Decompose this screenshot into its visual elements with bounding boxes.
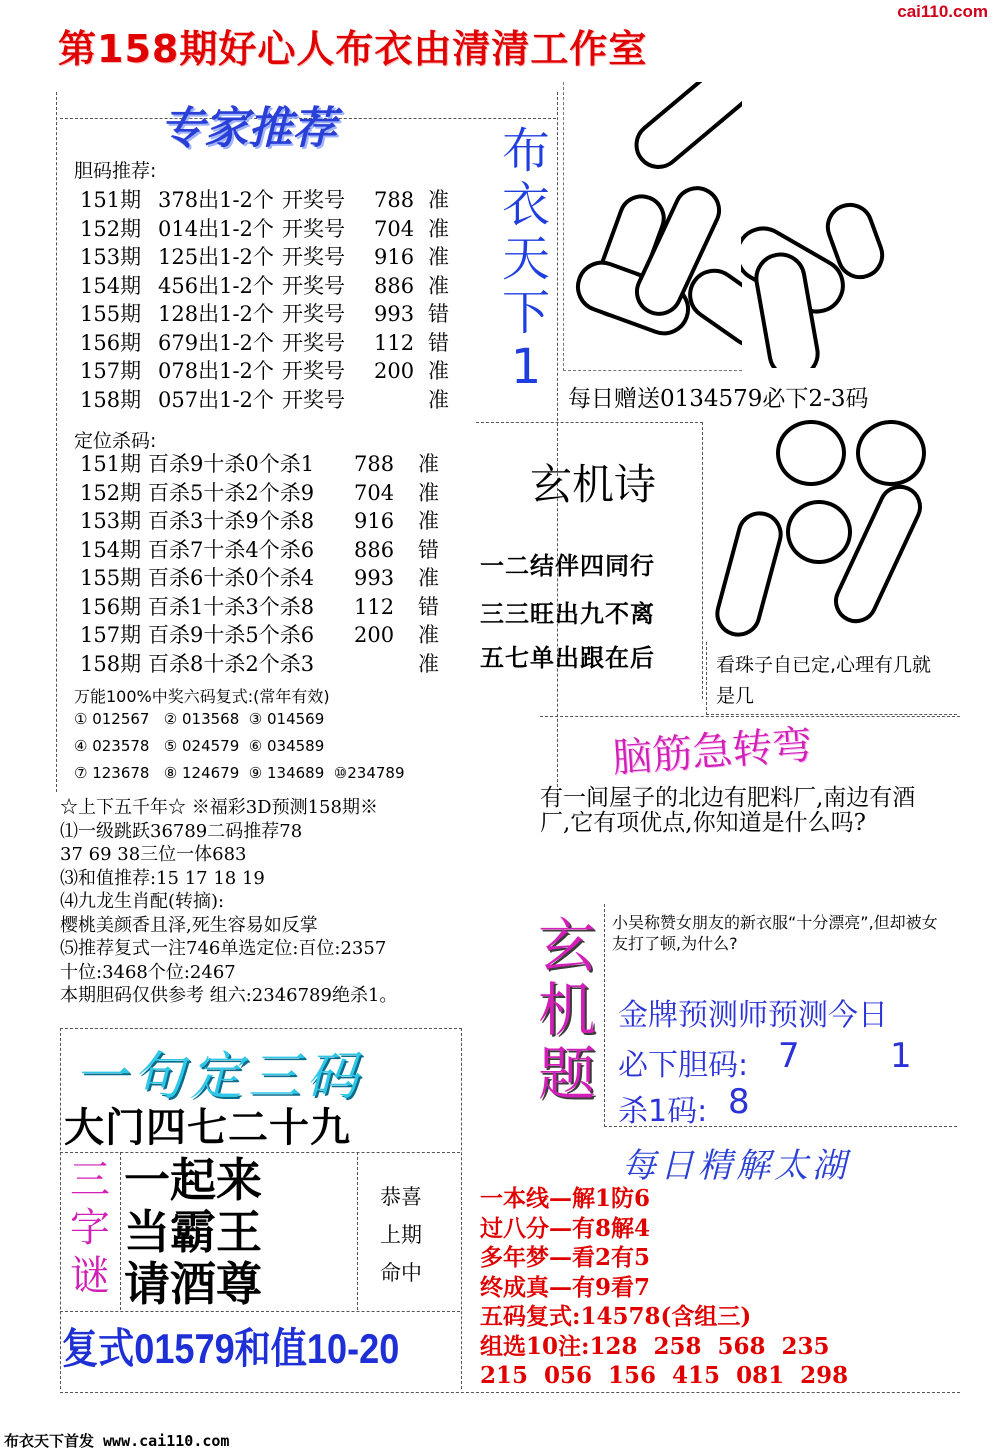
kill-row-result: 错 bbox=[418, 594, 439, 619]
dan-row-draw_label: 开奖号 bbox=[282, 359, 345, 383]
dan-row-result: 准 bbox=[428, 188, 449, 212]
forecast-line: ⑴一级跳跃36789二码推荐78 bbox=[60, 820, 303, 842]
kill-row-result: 准 bbox=[418, 480, 439, 505]
poem-line: 五七单出跟在后 bbox=[480, 644, 655, 672]
three-char-char: 字 bbox=[70, 1205, 110, 1251]
taihu-line: 终成真—有9看7 bbox=[480, 1273, 651, 1301]
forecast-block bbox=[60, 796, 560, 1008]
kill-row-issue: 157期 bbox=[80, 623, 142, 647]
dan-row-pick: 679出1-2个 bbox=[158, 330, 274, 355]
dan-row-draw_label: 开奖号 bbox=[282, 273, 345, 298]
six-code-line: ⑦ 123678 ⑧ 124679 ⑨ 134689 ⑩234789 bbox=[74, 764, 405, 782]
kill-row-issue: 156期 bbox=[80, 594, 142, 619]
six-code-line: ① 012567 ② 013568 ③ 014569 bbox=[74, 710, 325, 728]
kill-row-draw: 112 bbox=[354, 594, 395, 619]
dan-row-draw: 704 bbox=[374, 216, 415, 241]
kill-row-draw: 993 bbox=[354, 566, 395, 590]
dan-row-result: 错 bbox=[428, 302, 449, 326]
dan-row-result: 准 bbox=[428, 273, 449, 298]
digit-image-panel bbox=[563, 82, 742, 371]
one-sentence-heading: 一句定三码 bbox=[74, 1047, 365, 1107]
three-char-line: 当霸王 bbox=[124, 1205, 262, 1259]
forecast-line: 樱桃美颜香且泽,死生容易如反掌 bbox=[60, 914, 318, 936]
kill-row-issue: 151期 bbox=[80, 452, 142, 476]
kill-row-pick: 百杀9十杀5个杀6 bbox=[148, 623, 315, 647]
dan-row-draw_label: 开奖号 bbox=[282, 216, 345, 241]
forecast-line: ⑷九龙生肖配(转摘): bbox=[60, 891, 225, 912]
dan-row-draw: 886 bbox=[374, 273, 415, 298]
three-char-line: 一起来 bbox=[124, 1153, 262, 1207]
dan-label: 胆码推荐: bbox=[74, 160, 157, 182]
dan-row-issue: 153期 bbox=[80, 245, 142, 269]
kill-row-pick: 百杀3十杀9个杀8 bbox=[148, 509, 315, 533]
beads-note: 看珠子自已定,心理有几就是几 bbox=[716, 654, 932, 707]
kill-row-issue: 158期 bbox=[80, 651, 142, 676]
kill-row-result: 准 bbox=[418, 651, 439, 676]
taihu-heading: 每日精解太湖 bbox=[622, 1146, 850, 1186]
buyi-char: 布 bbox=[501, 123, 550, 179]
congrats-line: 命中 bbox=[380, 1261, 422, 1285]
dan-row-issue: 151期 bbox=[80, 188, 142, 212]
taihu-line: 多年梦—看2有5 bbox=[480, 1244, 651, 1271]
six-code-line: ④ 023578 ⑤ 024579 ⑥ 034589 bbox=[74, 737, 325, 755]
dan-row-result: 准 bbox=[428, 216, 449, 241]
forecast-line: 本期胆码仅供参考 组六:2346789绝杀1。 bbox=[60, 985, 398, 1006]
dan-row-result: 准 bbox=[428, 359, 449, 383]
xuanji-char: 机 bbox=[537, 976, 596, 1044]
xuanji-char: 题 bbox=[537, 1040, 596, 1108]
footer[interactable]: 布衣天下首发 www.cai110.com bbox=[4, 1432, 230, 1450]
kill-row-pick: 百杀5十杀2个杀9 bbox=[148, 480, 315, 505]
buyi-vertical bbox=[494, 124, 558, 394]
kill-row-pick: 百杀9十杀0个杀1 bbox=[148, 452, 315, 476]
kill-row-result: 准 bbox=[418, 566, 439, 590]
dan-row-draw_label: 开奖号 bbox=[282, 188, 345, 212]
forecast-line: ☆上下五千年☆ ※福彩3D预测158期※ bbox=[60, 797, 378, 818]
buyi-char: 衣 bbox=[501, 177, 550, 233]
dan-row-issue: 156期 bbox=[80, 330, 142, 355]
congrats-line: 上期 bbox=[380, 1223, 422, 1247]
forecast-line: ⑸推荐复式一注746单选定位:百位:2357 bbox=[60, 938, 387, 959]
must-b: 1 bbox=[890, 1036, 912, 1076]
site-url[interactable]: cai110.com bbox=[897, 2, 988, 21]
bottom-divider bbox=[60, 1392, 960, 1393]
congrats bbox=[380, 1178, 422, 1292]
combo: 复式01579和值10-20 bbox=[62, 1325, 400, 1372]
beads-image bbox=[706, 420, 954, 642]
kill-row-pick: 百杀6十杀0个杀4 bbox=[148, 566, 315, 590]
kill-row-issue: 152期 bbox=[80, 480, 142, 505]
kill-row-pick: 百杀8十杀2个杀3 bbox=[148, 651, 315, 676]
kill-row-result: 准 bbox=[418, 623, 439, 647]
page-title: 第158期好心人布衣由清清工作室 bbox=[58, 27, 648, 71]
dan-row-pick: 014出1-2个 bbox=[158, 216, 274, 241]
poem-line: 一二结伴四同行 bbox=[480, 552, 655, 580]
kill-row-result: 准 bbox=[418, 452, 439, 476]
taihu-list bbox=[480, 1184, 950, 1391]
dan-row-draw: 993 bbox=[374, 302, 415, 326]
congrats-line: 恭喜 bbox=[380, 1185, 422, 1209]
poem-line: 三三旺出九不离 bbox=[480, 600, 655, 628]
kill-label: 定位杀码: bbox=[74, 430, 157, 452]
gold-predictor: 金牌预测师预测今日 bbox=[618, 998, 888, 1033]
kill-row-result: 准 bbox=[418, 509, 439, 533]
expert-heading: 专家推荐 bbox=[160, 103, 336, 154]
dan-row-issue: 154期 bbox=[80, 273, 142, 298]
kill-row-draw: 704 bbox=[354, 480, 395, 505]
dan-row-issue: 152期 bbox=[80, 216, 142, 241]
kill-row-issue: 155期 bbox=[80, 566, 142, 590]
dan-row-draw: 112 bbox=[374, 330, 415, 355]
dan-row-result: 错 bbox=[428, 330, 449, 355]
three-char-line: 请酒尊 bbox=[124, 1257, 262, 1311]
dan-row-pick: 456出1-2个 bbox=[158, 273, 274, 298]
forecast-line: ⑶和值推荐:15 17 18 19 bbox=[60, 867, 265, 889]
kill-row-issue: 153期 bbox=[80, 509, 142, 533]
kill-row-pick: 百杀7十杀4个杀6 bbox=[148, 537, 315, 562]
poem-heading: 玄机诗 bbox=[530, 460, 657, 509]
coin-shape bbox=[786, 500, 852, 564]
forecast-line: 37 69 38三位一体683 bbox=[60, 844, 247, 865]
six-code-label: 万能100%中奖六码复式:(常年有效) bbox=[74, 687, 330, 706]
dan-row-draw_label: 开奖号 bbox=[282, 245, 345, 269]
three-char-vertical bbox=[62, 1156, 118, 1300]
bar-shape bbox=[710, 506, 788, 642]
kill-row-draw: 886 bbox=[354, 537, 395, 562]
riddle-heading: 脑筋急转弯 bbox=[610, 722, 814, 782]
taihu-line: 过八分—有8解4 bbox=[480, 1214, 651, 1242]
kill-one-label: 杀1码: bbox=[618, 1094, 708, 1129]
dan-row-issue: 158期 bbox=[80, 387, 142, 412]
dan-row-pick: 057出1-2个 bbox=[158, 387, 274, 412]
coin-shape bbox=[856, 420, 926, 486]
kill-row-issue: 154期 bbox=[80, 537, 142, 562]
one-sentence-phrase: 大门四七二十九 bbox=[64, 1105, 351, 1151]
dan-row-result: 准 bbox=[428, 245, 449, 269]
taihu-line: 215 056 156 415 081 298 bbox=[480, 1362, 849, 1389]
buyi-char: 天 bbox=[501, 231, 550, 287]
taihu-line: 一本线—解1防6 bbox=[480, 1185, 651, 1212]
dan-row-pick: 078出1-2个 bbox=[158, 359, 274, 383]
buyi-char: 1 bbox=[510, 339, 542, 395]
dan-row-draw_label: 开奖号 bbox=[282, 302, 345, 326]
dan-row-draw: 200 bbox=[374, 359, 415, 383]
dan-row-issue: 155期 bbox=[80, 302, 142, 326]
must-a: 7 bbox=[778, 1036, 800, 1076]
taihu-line: 五码复式:14578(含组三) bbox=[480, 1303, 752, 1330]
dan-row-draw_label: 开奖号 bbox=[282, 330, 345, 355]
xuanji-vertical bbox=[532, 914, 602, 1106]
dan-row-draw_label: 开奖号 bbox=[282, 387, 345, 412]
kill-row-draw: 916 bbox=[354, 509, 395, 533]
three-char-lines bbox=[124, 1154, 356, 1310]
kill-row-pick: 百杀1十杀3个杀8 bbox=[148, 594, 315, 619]
dan-row-draw: 916 bbox=[374, 245, 415, 269]
bar-shape-right bbox=[741, 82, 941, 368]
xuanji-char: 玄 bbox=[537, 912, 596, 980]
dan-row-pick: 125出1-2个 bbox=[158, 245, 274, 269]
dan-row-pick: 128出1-2个 bbox=[158, 302, 274, 326]
xuanji-question: 小吴称赞女朋友的新衣服“十分漂亮”,但却被女友打了顿,为什么? bbox=[612, 913, 938, 953]
dan-row-draw: 788 bbox=[374, 188, 415, 212]
kill-row-draw: 788 bbox=[354, 452, 395, 476]
kill-row-result: 错 bbox=[418, 537, 439, 562]
dan-row-pick: 378出1-2个 bbox=[158, 188, 274, 212]
dan-row-issue: 157期 bbox=[80, 359, 142, 383]
coin-shape bbox=[776, 420, 846, 486]
taihu-line: 组选10注:128 258 568 235 bbox=[480, 1332, 830, 1360]
bar-shape bbox=[625, 82, 742, 179]
kill-one-value: 8 bbox=[728, 1082, 750, 1122]
buyi-char: 下 bbox=[501, 285, 550, 341]
dan-row-result: 准 bbox=[428, 387, 449, 412]
riddle-text: 有一间屋子的北边有肥料厂,南边有酒厂,它有项优点,你知道是什么吗? bbox=[540, 785, 916, 836]
forecast-line: 十位:3468个位:2467 bbox=[60, 961, 236, 983]
three-char-char: 谜 bbox=[70, 1253, 110, 1299]
daily-gift: 每日赠送0134579必下2-3码 bbox=[568, 386, 869, 412]
three-char-char: 三 bbox=[70, 1157, 110, 1203]
must-label: 必下胆码: bbox=[618, 1048, 749, 1083]
kill-row-draw: 200 bbox=[354, 623, 395, 647]
